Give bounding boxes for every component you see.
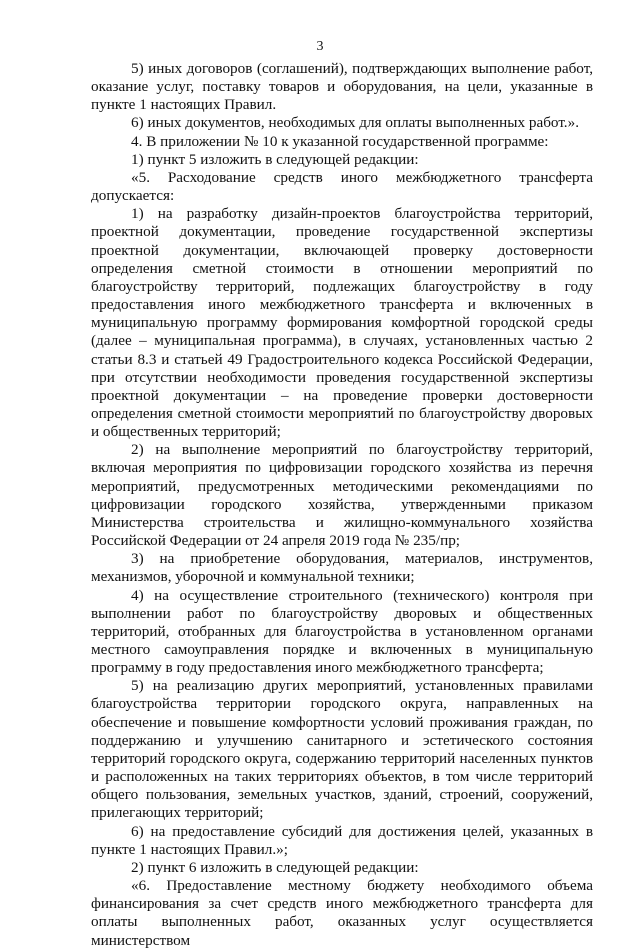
paragraph-use-6: 6) на предоставление субсидий для достижения целей, указанных в пункте 1 настоящих Правил.»; [91,822,593,858]
paragraph-use-2: 2) на выполнение мероприятий по благоустройству территорий, включая мероприятия по цифровизации городского хозяйства из перечня мероприятий, предусмотренных методическими рекомендациями по цифровизации городского хозяйства, утвержденными приказом Министерства строительства и жилищно-коммунального хозяйства Российской Федерации от 24 апреля 2019 года № 235/пр; [91,441,593,550]
document-body [91,60,593,950]
paragraph-amend-point-6: 2) пункт 6 изложить в следующей редакции: [131,858,419,876]
paragraph-use-5: 5) на реализацию других мероприятий, установленных правилами благоустройства территории городского округа, направленных на обеспечение и повышение комфортности условий проживания граждан, по поддержанию и улучшению санитарного и эстетического состояния территорий городского округа, содержанию территорий населенных пунктов и расположенных на таких территориях объектов, в том числе территорий общего пользования, земельных участков, зданий, строений, сооружений, прилегающих территорий; [91,677,593,822]
paragraph-use-4: 4) на осуществление строительного (технического) контроля при выполнении работ по благоустройству дворовых и общественных территорий, отобранных для благоустройства в установленном органами местного самоуправления порядке и включенных в муниципальную программу в году предоставления иного межбюджетного трансферта; [91,586,593,677]
paragraph-item-5-contracts: 5) иных договоров (соглашений), подтверждающих выполнение работ, оказание услуг, поставку товаров и оборудования, на цели, указанные в пункте 1 настоящих Правил. [91,60,593,114]
paragraph-use-3: 3) на приобретение оборудования, материалов, инструментов, механизмов, уборочной и коммунальной техники; [91,550,593,586]
page-number: 3 [316,39,324,54]
paragraph-amend-point-5: 1) пункт 5 изложить в следующей редакции: [131,150,419,168]
paragraph-item-6-documents: 6) иных документов, необходимых для оплаты выполненных работ.». [131,114,579,132]
paragraph-point-5-heading: «5. Расходование средств иного межбюджетного трансферта допускается: [91,168,593,205]
paragraph-use-1: 1) на разработку дизайн-проектов благоустройства территорий, проектной документации, проведение государственной экспертизы проектной документации, включающей проверку достоверности определения сметной стоимости в отношении мероприятий по благоустройству территорий, подлежащих благоустройству в году предоставления иного межбюджетного трансферта и включенных в муниципальную программу формирования комфортной городской среды (далее – муниципальная программа), в случаях, установленных частью 2 статьи 8.3 и статьей 49 Градостроительного кодекса Российской Федерации, при отсутствии необходимости проведения государственной экспертизы проектной документации – на проведение проверки достоверности определения сметной стоимости мероприятий по благоустройству дворовых и общественных территорий; [91,205,593,441]
paragraph-point-6-text: «6. Предоставление местному бюджету необходимого объема финансирования за счет средств иного межбюджетного трансферта для оплаты выполненных работ, оказанных услуг осуществляется министерством [91,877,593,949]
paragraph-section-4: 4. В приложении № 10 к указанной государственной программе: [131,132,549,150]
